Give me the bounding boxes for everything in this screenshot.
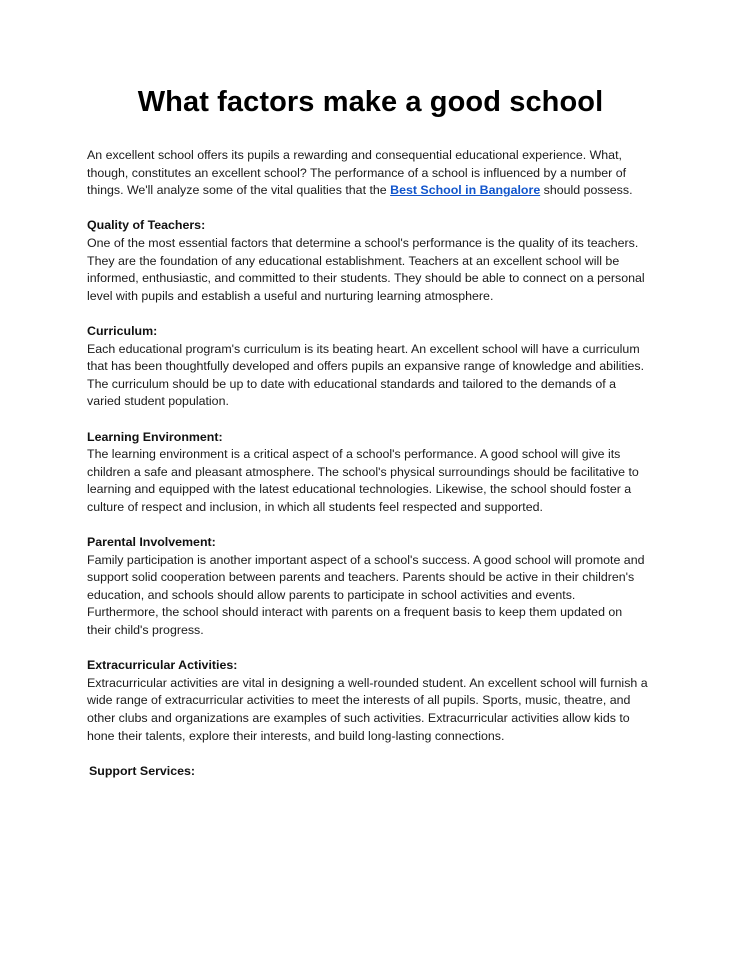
intro-text-before-link: An excellent school offers its pupils a rewarding and consequential educational experience. What, though, constitutes an excellent school? The performance of a school is influenced by a number of things. We'll analyze some of the vital qualities that the <box>87 148 627 198</box>
section-body: One of the most essential factors that determine a school's performance is the quality of its teachers. They are the foundation of any educational establishment. Teachers at an excellent school will be informed, enthusiastic, and committed to their students. They should be able to connect on a personal level with pupils and establish a useful and nurturing learning atmosphere. <box>87 235 645 303</box>
document-body <box>87 147 649 780</box>
section-heading: Parental Involvement: <box>87 535 216 550</box>
best-school-link[interactable]: Best School in Bangalore <box>390 183 541 198</box>
section-heading: Curriculum: <box>87 323 158 338</box>
section-learning-environment <box>87 429 649 517</box>
section-parental-involvement <box>87 534 649 640</box>
section-quality-of-teachers <box>87 217 649 305</box>
section-heading: Learning Environment: <box>87 429 223 444</box>
section-body: The learning environment is a critical aspect of a school's performance. A good school will give its children a safe and pleasant atmosphere. The school's physical surroundings should be facilitative to learning and equipped with the latest educational technologies. Likewise, the school should foster a culture of respect and inclusion, in which all students feel respected and supported. <box>87 447 639 514</box>
page-title: What factors make a good school <box>137 86 604 118</box>
section-heading: Quality of Teachers: <box>87 218 206 233</box>
section-body: Each educational program's curriculum is its beating heart. An excellent school will have a curriculum that has been thoughtfully developed and offers pupils an expansive range of knowledge and abilities. The curriculum should be up to date with educational standards and tailored to the demands of a varied student population. <box>87 341 645 409</box>
intro-paragraph <box>87 147 649 200</box>
section-heading: Support Services: <box>89 763 196 778</box>
section-body: Extracurricular activities are vital in designing a well-rounded student. An excellent school will furnish a wide range of extracurricular activities to meet the interests of all pupils. Sports, music, theatre, and other clubs and organizations are examples of such activities. Extracurricular activities allow kids to hone their talents, explore their interests, and build long-lasting connections. <box>87 675 648 743</box>
section-curriculum <box>87 323 649 411</box>
section-extracurricular-activities <box>87 657 649 745</box>
section-body: Family participation is another important aspect of a school's success. A good school will promote and support solid cooperation between parents and teachers. Parents should be active in their children's education, and schools should allow parents to participate in school activities and events. Furthermore, the school should interact with parents on a frequent basis to keep them updated on their child's progress. <box>87 552 645 638</box>
section-heading: Extracurricular Activities: <box>87 658 238 673</box>
intro-text-after-link: should possess. <box>540 183 633 198</box>
section-support-services <box>87 763 649 781</box>
